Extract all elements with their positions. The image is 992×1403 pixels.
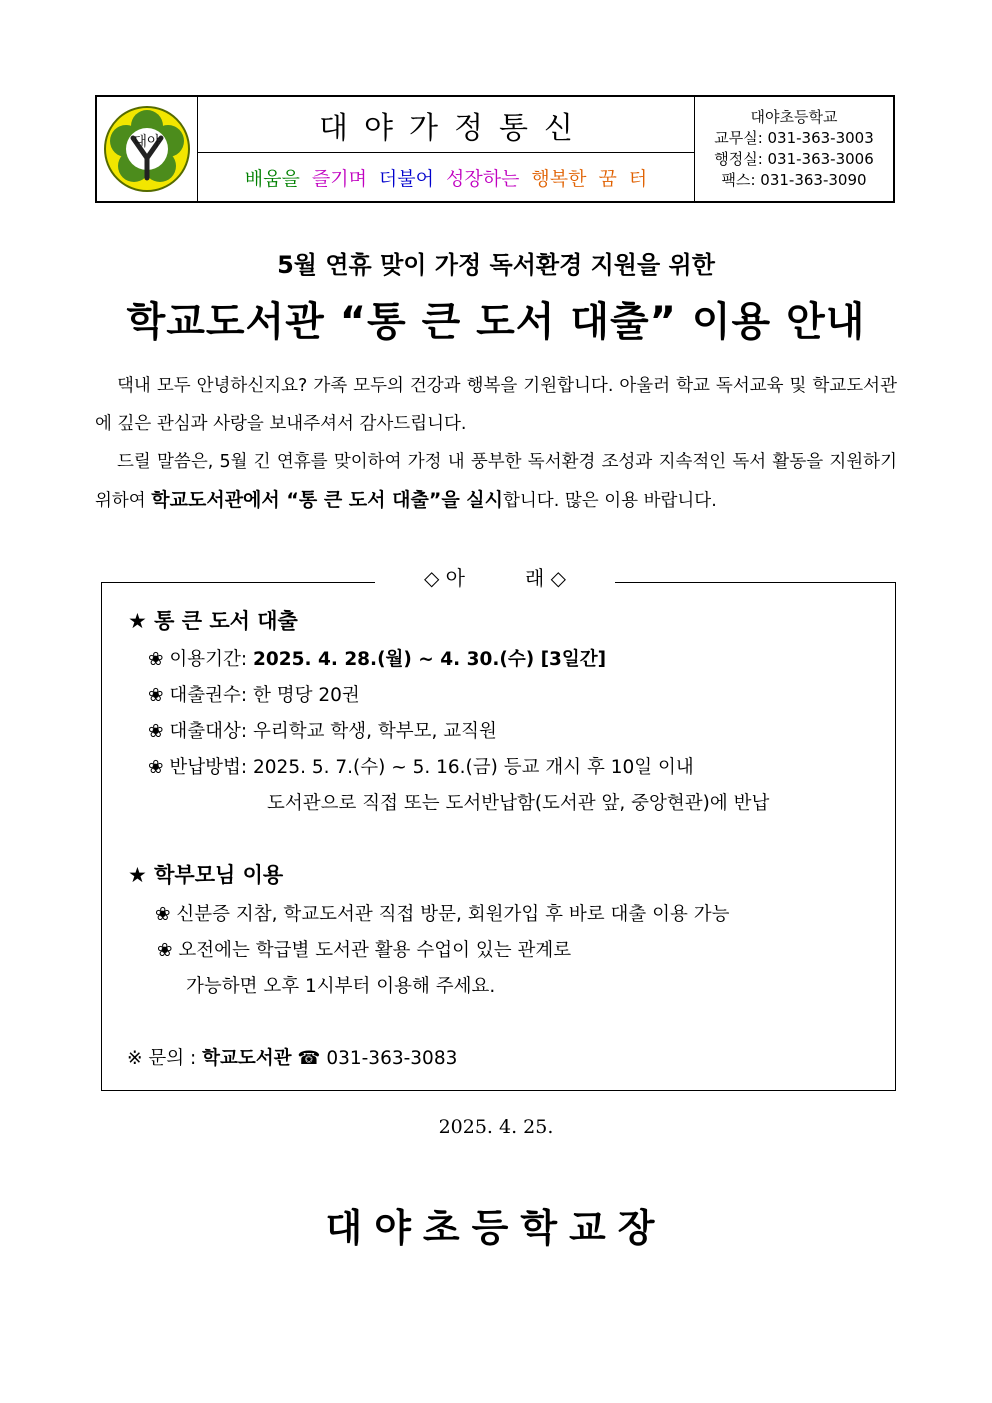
- motto-word: 성장하는: [445, 167, 520, 190]
- issue-date: 2025. 4. 25.: [438, 1116, 554, 1138]
- target-value: 우리학교 학생, 학부모, 교직원: [253, 721, 497, 742]
- inquiry-prefix: ※ 문의 :: [127, 1048, 203, 1069]
- title-cell: [198, 97, 695, 201]
- intro-text-2-end: 합니다. 많은 이용 바랍니다.: [503, 491, 717, 511]
- flower-bullet-icon: ❀: [148, 757, 164, 778]
- parent-item-1-text: 신분증 지참, 학교도서관 직접 방문, 회원가입 후 바로 대출 이용 가능: [176, 904, 730, 925]
- phone-admin: 행정실: 031-363-3006: [714, 150, 874, 168]
- loan-count-row: [148, 681, 360, 707]
- target-label: 대출대상:: [169, 721, 248, 742]
- return-method-detail: 도서관으로 직접 또는 도서반납함(도서관 앞, 중앙현관)에 반납: [267, 793, 770, 814]
- notice-label-left: ◇ 아: [423, 566, 465, 590]
- motto-word: 더불어: [378, 167, 434, 190]
- period-value: 2025. 4. 28.(월) ~ 4. 30.(수) [3일간]: [253, 649, 607, 670]
- motto-word: 터: [628, 167, 648, 190]
- motto-word: 행복한: [531, 167, 587, 190]
- loan-period-row: [148, 645, 606, 671]
- inquiry-phone: 031-363-3083: [326, 1048, 458, 1069]
- inquiry-place: 학교도서관: [202, 1048, 292, 1069]
- subtitle: 5월 연휴 맞이 가정 독서환경 지원을 위한: [277, 251, 715, 279]
- inquiry-line: [127, 1044, 457, 1070]
- flower-bullet-icon: ❀: [148, 685, 164, 706]
- count-value: 한 명당 20권: [253, 685, 360, 706]
- newsletter-header: [95, 95, 895, 203]
- parent-item-2-continued: 가능하면 오후 1시부터 이용해 주세요.: [186, 976, 496, 997]
- return-label: 반납방법:: [169, 757, 248, 778]
- parent-item-2-text: 오전에는 학급별 도서관 활용 수업이 있는 관계로: [178, 940, 572, 961]
- school-motto: [198, 153, 694, 201]
- section-title-loan: ★ 통 큰 도서 대출: [128, 609, 298, 633]
- flower-bullet-icon: ❀: [155, 904, 171, 925]
- newsletter-title: 대야가정통신: [198, 97, 694, 153]
- count-label: 대출권수:: [169, 685, 248, 706]
- school-logo-cell: [97, 97, 198, 201]
- flower-bullet-icon: ❀: [148, 721, 164, 742]
- intro-highlight: 학교도서관에서 “통 큰 도서 대출”을 실시: [151, 489, 503, 511]
- section-title-parents: ★ 학부모님 이용: [128, 863, 284, 887]
- notice-label-right: 래 ◇: [525, 566, 567, 590]
- flower-bullet-icon: ❀: [148, 649, 164, 670]
- notice-label: [375, 563, 615, 593]
- school-emblem-logo: [102, 104, 192, 194]
- period-label: 이용기간:: [169, 649, 248, 670]
- signer: 대야초등학교장: [325, 1206, 667, 1250]
- motto-word: 꿈: [598, 167, 617, 190]
- parent-item-2: [157, 936, 571, 962]
- intro-paragraph-2: [95, 443, 897, 520]
- phone-icon: ☎: [297, 1048, 321, 1069]
- intro-text-1: 댁내 모두 안녕하신지요? 가족 모두의 건강과 행복을 기원합니다. 아울러 학교 독서교육 및 학교도서관에 깊은 관심과 사랑을 보내주셔서 감사드립니다.: [95, 376, 897, 434]
- return-value: 2025. 5. 7.(수) ~ 5. 16.(금) 등교 개시 후 10일 이내: [253, 757, 694, 778]
- parent-item-1: [155, 900, 730, 926]
- loan-target-row: [148, 717, 497, 743]
- motto-word: 즐기며: [311, 167, 367, 190]
- motto-word: 배움을: [244, 167, 300, 190]
- page-title: 학교도서관 “통 큰 도서 대출” 이용 안내: [126, 299, 866, 345]
- fax-number: 팩스: 031-363-3090: [721, 171, 867, 189]
- school-name: 대야초등학교: [750, 108, 838, 126]
- return-method-row: [148, 753, 694, 779]
- intro-text-2: 드릴 말씀은, 5월 긴 연휴를 맞이하여 가정 내 풍부한 독서환경 조성과 지속적인 독서 활동을 지원하기 위하여: [95, 452, 897, 511]
- intro-paragraph-1: [95, 367, 897, 443]
- phone-academic: 교무실: 031-363-3003: [714, 129, 874, 147]
- logo-lettering: 대야: [133, 134, 161, 150]
- flower-bullet-icon: ❀: [157, 940, 173, 961]
- contact-info: [695, 97, 893, 201]
